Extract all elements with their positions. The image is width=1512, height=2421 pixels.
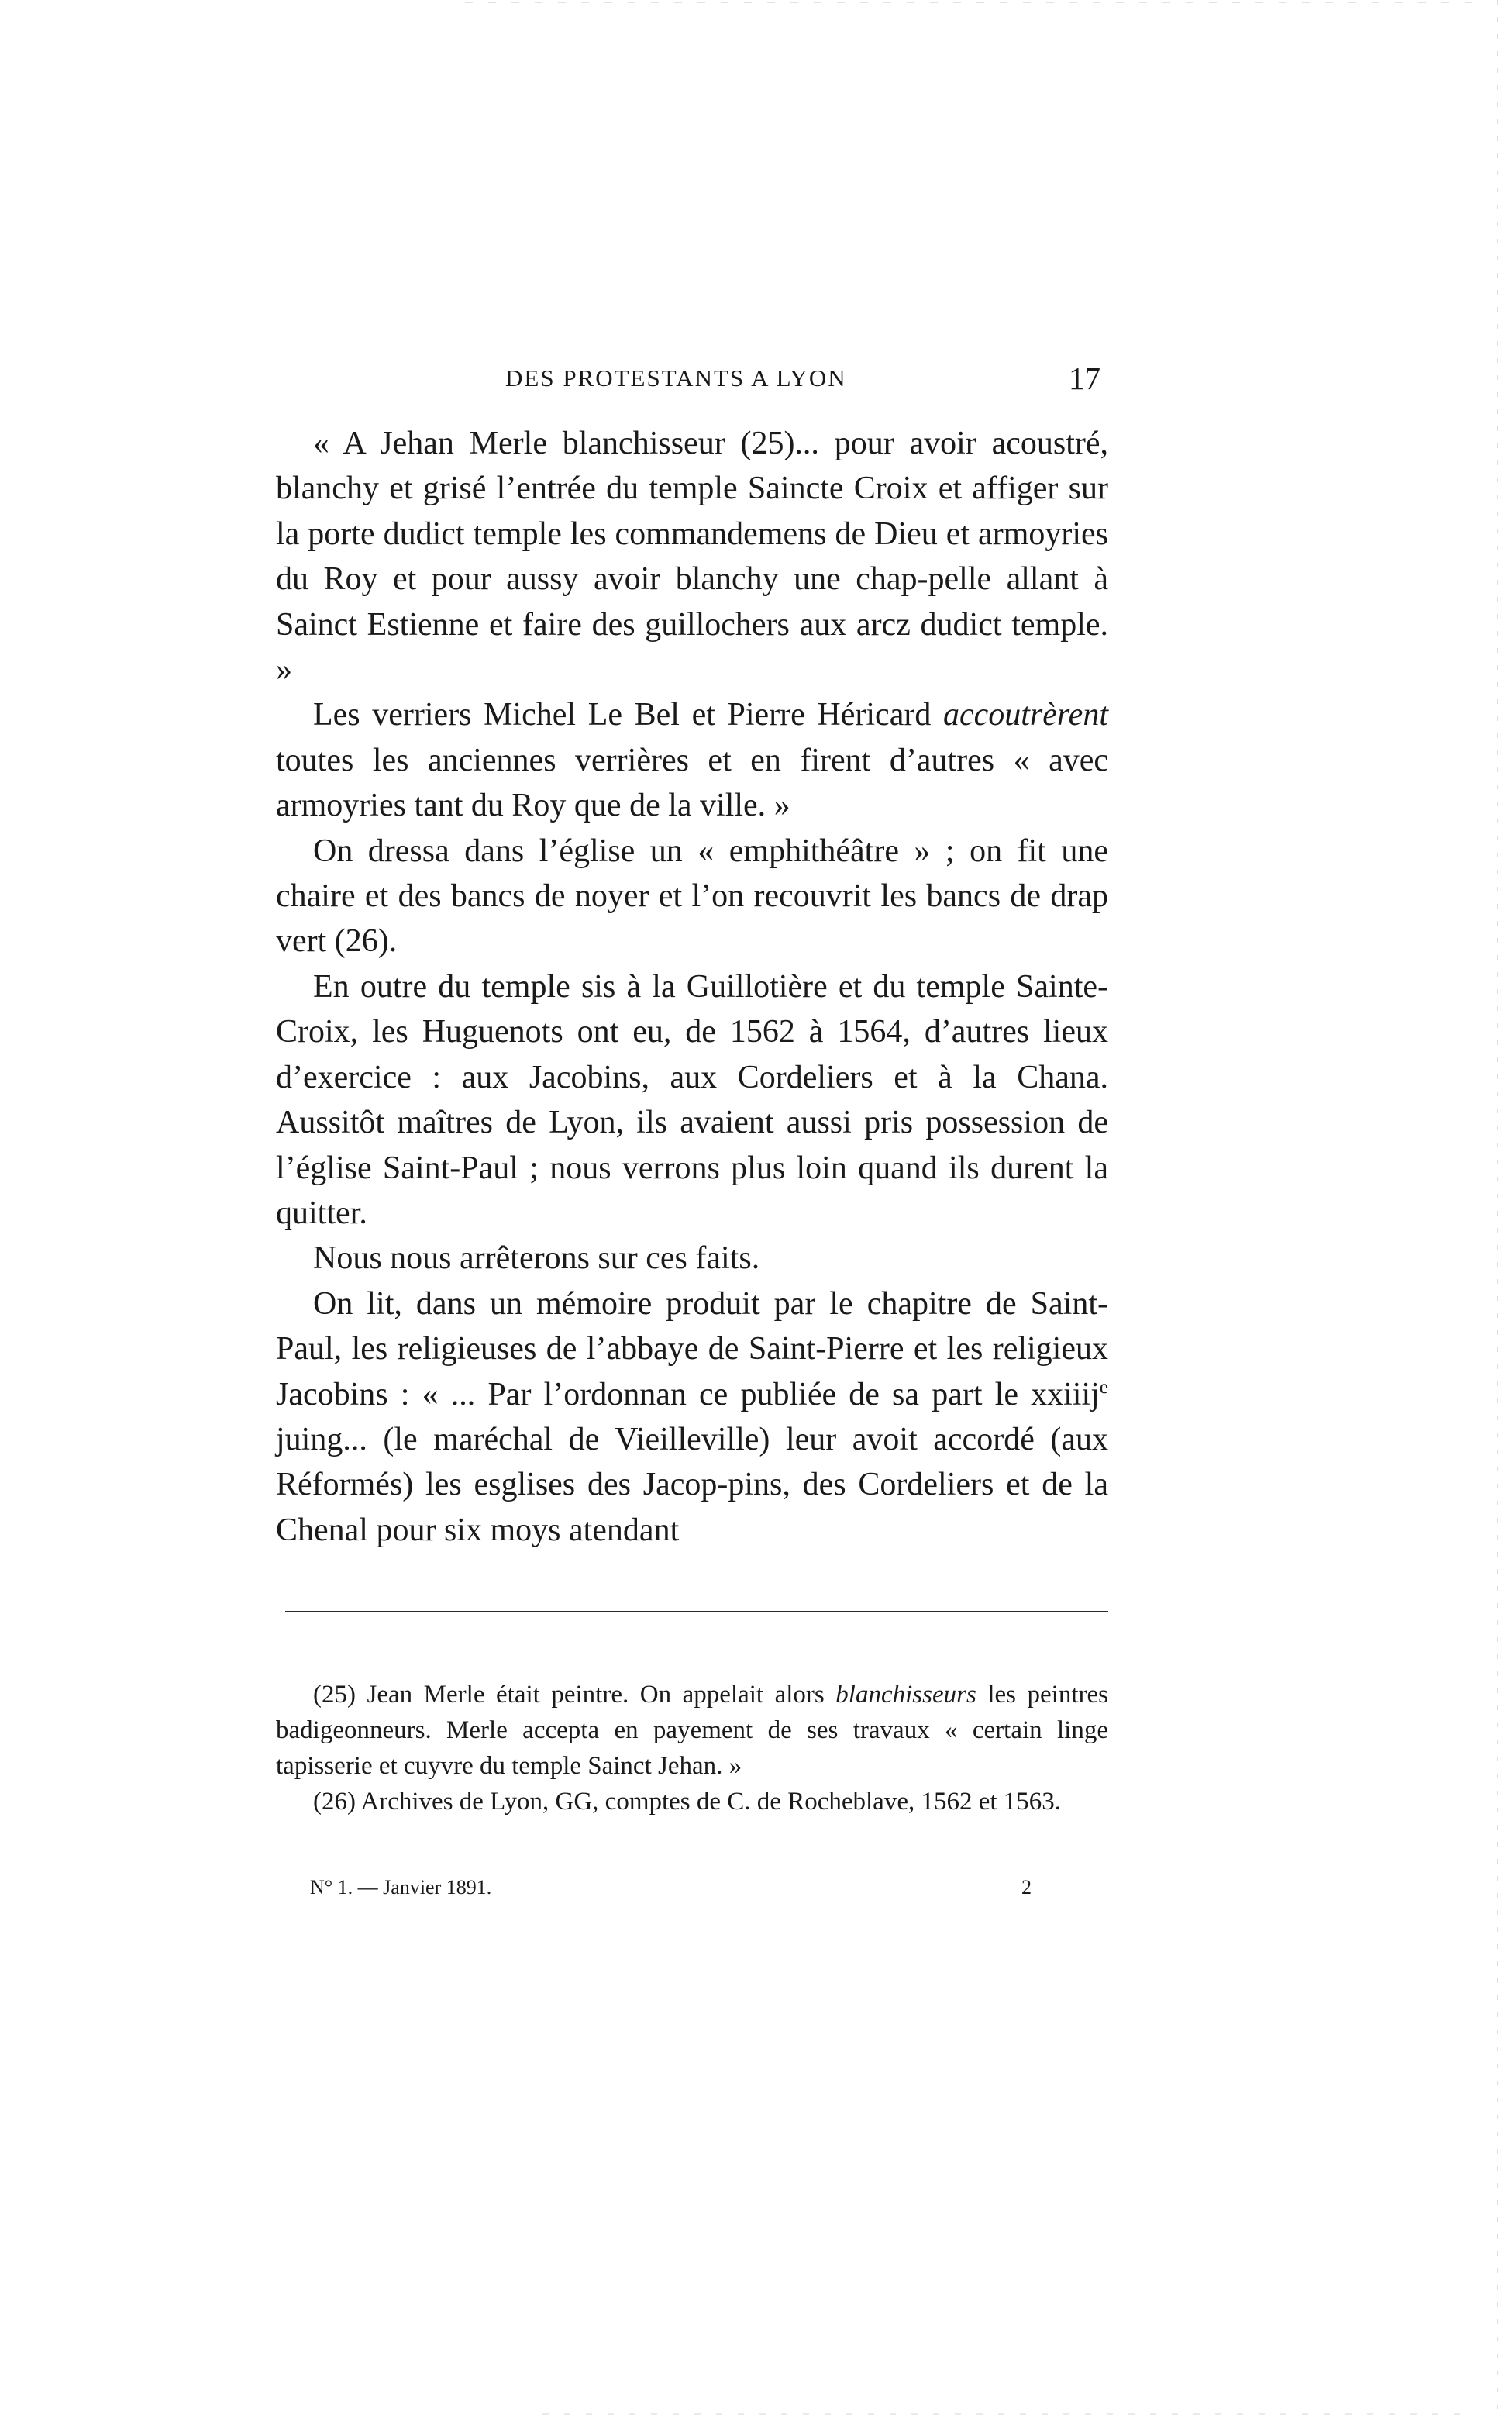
footnote-25 xyxy=(276,1677,1108,1784)
paragraph-2-start: Les verriers Michel Le Bel et Pierre Héricard xyxy=(313,697,943,733)
main-text xyxy=(276,421,1108,1553)
superscript-e: e xyxy=(1099,1376,1108,1398)
paragraph-6-end: juing... (le maréchal de Vieilleville) leur avoit accordé (aux Réformés) les esglises des Jacop-pins, des Cordeliers et de la Chenal pour six moys atendant xyxy=(276,1421,1108,1548)
paragraph-3: On dressa dans l’église un « emphithéâtre » ; on fit une chaire et des bancs de noyer et l’on recouvrit les bancs de drap vert (26). xyxy=(276,833,1108,960)
footnote-25-start: (25) Jean Merle était peintre. On appelait alors xyxy=(313,1681,836,1709)
paragraph-6-start: On lit, dans un mémoire produit par le chapitre de Saint-Paul, les religieuses de l’abbaye de Saint-Pierre et les religieux Jacobins : « ... Par l’ordonnan ce publiée de sa part le xxiiij xyxy=(276,1285,1108,1412)
paragraph-4: En outre du temple sis à la Guillotière et du temple Sainte-Croix, les Huguenots ont eu, de 1562 à 1564, d’autres lieux d’exercice : aux Jacobins, aux Cordeliers et à la Chana. Aussitôt maîtres de Lyon, ils avaient aussi pris possession de l’église Saint-Paul ; nous verrons plus loin quand ils durent la quitter. xyxy=(276,968,1108,1231)
footnote-divider xyxy=(285,1611,1108,1616)
scan-artifact-bottom xyxy=(542,2413,1472,2415)
sheet-number: 2 xyxy=(1021,1876,1032,1899)
italic-term-accoutrerent: accoutrèrent xyxy=(942,697,1108,733)
paragraph-6 xyxy=(276,1281,1108,1553)
paragraph-5: Nous nous arrêterons sur ces faits. xyxy=(313,1240,760,1277)
footnotes xyxy=(276,1677,1108,1819)
page-header xyxy=(276,360,1108,402)
issue-label: N° 1. — Janvier 1891. xyxy=(310,1876,492,1899)
footnote-25-end: les peintres badigeonneurs. Merle accepta en payement de ses travaux « certain linge tapisserie et cuyvre du temple Sainct Jehan. » xyxy=(276,1681,1108,1780)
italic-term-blanchisseurs: blanchisseurs xyxy=(835,1681,976,1709)
paragraph-1: « A Jehan Merle blanchisseur (25)... pour avoir acoustré, blanchy et grisé l’entrée du temple Saincte Croix et affiger sur la porte dudict temple les commandemens de Dieu et armoyries du Roy et pour aussy avoir blanchy une chap-pelle allant à Sainct Estienne et faire des guillochers aux arcz dudict temple. » xyxy=(276,426,1108,688)
scan-artifact-top xyxy=(465,2,1472,3)
printer-signature-line xyxy=(276,1876,1108,1907)
footnote-26: (26) Archives de Lyon, GG, comptes de C. de Rocheblave, 1562 et 1563. xyxy=(313,1788,1062,1816)
page-number: 17 xyxy=(1069,360,1100,396)
running-title: DES PROTESTANTS A LYON xyxy=(505,364,847,391)
scan-artifact-right xyxy=(1497,0,1498,2421)
paragraph-2 xyxy=(276,692,1108,828)
paragraph-2-end: toutes les anciennes verrières et en firent d’autres « avec armoyries tant du Roy que de la ville. » xyxy=(276,742,1108,824)
